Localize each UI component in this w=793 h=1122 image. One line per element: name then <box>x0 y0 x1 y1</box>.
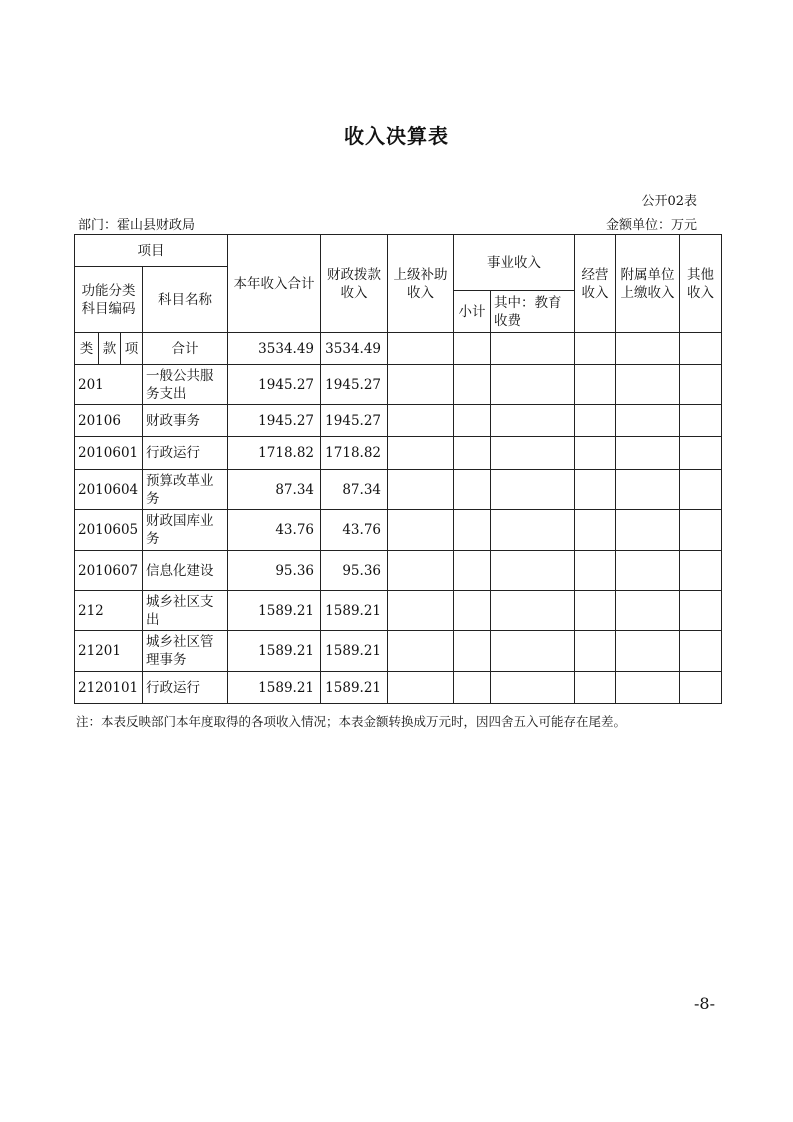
income-table <box>74 234 722 704</box>
header-superior: 上级补助收入 <box>388 235 454 333</box>
row-other <box>680 631 722 672</box>
table-row <box>75 510 722 551</box>
row-affiliated <box>616 437 680 470</box>
summary-affiliated <box>616 333 680 365</box>
row-superior <box>388 470 454 510</box>
row-superior <box>388 591 454 631</box>
row-subtotal <box>454 551 491 591</box>
summary-edu-fee <box>491 333 575 365</box>
header-xiang: 项 <box>121 333 143 365</box>
row-total: 1589.21 <box>228 591 321 631</box>
header-lei: 类 <box>75 333 99 365</box>
row-subtotal <box>454 405 491 437</box>
table-row <box>75 365 722 405</box>
row-edu-fee <box>491 437 575 470</box>
row-other <box>680 551 722 591</box>
row-subtotal <box>454 591 491 631</box>
row-operating <box>575 365 616 405</box>
row-total: 1945.27 <box>228 365 321 405</box>
header-func-code: 功能分类科目编码 <box>75 267 143 333</box>
summary-row <box>75 333 722 365</box>
row-edu-fee <box>491 470 575 510</box>
footnote: 注：本表反映部门本年度取得的各项收入情况；本表金额转换成万元时，因四舍五入可能存在尾差。 <box>76 714 627 729</box>
row-total: 95.36 <box>228 551 321 591</box>
row-other <box>680 591 722 631</box>
row-affiliated <box>616 672 680 704</box>
row-edu-fee <box>491 510 575 551</box>
row-name: 行政运行 <box>143 672 228 704</box>
row-code: 20106 <box>75 405 143 437</box>
row-other <box>680 437 722 470</box>
row-subtotal <box>454 510 491 551</box>
page-title: 收入决算表 <box>344 124 449 148</box>
department-label: 部门：霍山县财政局 <box>78 218 196 233</box>
row-superior <box>388 551 454 591</box>
row-superior <box>388 510 454 551</box>
header-kuan: 款 <box>99 333 121 365</box>
header-edu-fee: 其中：教育收费 <box>491 291 575 333</box>
row-superior <box>388 365 454 405</box>
row-operating <box>575 405 616 437</box>
row-edu-fee <box>491 365 575 405</box>
row-subtotal <box>454 365 491 405</box>
row-fiscal: 1945.27 <box>321 405 388 437</box>
row-affiliated <box>616 631 680 672</box>
row-fiscal: 1589.21 <box>321 672 388 704</box>
header-row-1 <box>75 235 722 267</box>
row-code: 21201 <box>75 631 143 672</box>
row-subtotal <box>454 672 491 704</box>
table-row <box>75 631 722 672</box>
header-business: 事业收入 <box>454 235 575 291</box>
summary-total: 3534.49 <box>228 333 321 365</box>
row-code: 2010605 <box>75 510 143 551</box>
row-other <box>680 672 722 704</box>
summary-superior <box>388 333 454 365</box>
row-operating <box>575 437 616 470</box>
row-name: 财政国库业务 <box>143 510 228 551</box>
row-fiscal: 1718.82 <box>321 437 388 470</box>
row-edu-fee <box>491 591 575 631</box>
row-superior <box>388 672 454 704</box>
row-subtotal <box>454 631 491 672</box>
amount-unit-label: 金额单位：万元 <box>605 218 697 233</box>
row-operating <box>575 470 616 510</box>
row-edu-fee <box>491 551 575 591</box>
table-row <box>75 437 722 470</box>
row-operating <box>575 551 616 591</box>
summary-fiscal: 3534.49 <box>321 333 388 365</box>
row-total: 43.76 <box>228 510 321 551</box>
row-subtotal <box>454 470 491 510</box>
row-affiliated <box>616 405 680 437</box>
row-name: 财政事务 <box>143 405 228 437</box>
header-item: 项目 <box>75 235 228 267</box>
table-row <box>75 551 722 591</box>
page-number: -8- <box>694 994 715 1013</box>
row-code: 2010604 <box>75 470 143 510</box>
row-total: 1945.27 <box>228 405 321 437</box>
header-fiscal: 财政拨款收入 <box>321 235 388 333</box>
table-row <box>75 591 722 631</box>
row-name: 城乡社区管理事务 <box>143 631 228 672</box>
summary-label: 合计 <box>143 333 228 365</box>
row-operating <box>575 510 616 551</box>
row-fiscal: 1945.27 <box>321 365 388 405</box>
row-code: 2120101 <box>75 672 143 704</box>
row-affiliated <box>616 510 680 551</box>
summary-subtotal <box>454 333 491 365</box>
row-name: 预算改革业务 <box>143 470 228 510</box>
form-number: 公开02表 <box>641 194 697 209</box>
row-code: 201 <box>75 365 143 405</box>
row-subtotal <box>454 437 491 470</box>
row-fiscal: 95.36 <box>321 551 388 591</box>
row-total: 1718.82 <box>228 437 321 470</box>
row-name: 信息化建设 <box>143 551 228 591</box>
row-operating <box>575 631 616 672</box>
header-operating: 经营收入 <box>575 235 616 333</box>
header-subject-name: 科目名称 <box>143 267 228 333</box>
header-subtotal: 小计 <box>454 291 491 333</box>
row-superior <box>388 631 454 672</box>
row-affiliated <box>616 470 680 510</box>
header-affiliated: 附属单位上缴收入 <box>616 235 680 333</box>
row-other <box>680 405 722 437</box>
row-fiscal: 1589.21 <box>321 591 388 631</box>
row-name: 城乡社区支出 <box>143 591 228 631</box>
row-affiliated <box>616 551 680 591</box>
row-fiscal: 87.34 <box>321 470 388 510</box>
row-superior <box>388 437 454 470</box>
row-edu-fee <box>491 405 575 437</box>
table-row <box>75 672 722 704</box>
header-total: 本年收入合计 <box>228 235 321 333</box>
table-row <box>75 405 722 437</box>
row-fiscal: 43.76 <box>321 510 388 551</box>
row-name: 行政运行 <box>143 437 228 470</box>
row-name: 一般公共服务支出 <box>143 365 228 405</box>
row-code: 2010601 <box>75 437 143 470</box>
header-other: 其他收入 <box>680 235 722 333</box>
row-other <box>680 510 722 551</box>
row-edu-fee <box>491 672 575 704</box>
row-edu-fee <box>491 631 575 672</box>
row-code: 2010607 <box>75 551 143 591</box>
row-fiscal: 1589.21 <box>321 631 388 672</box>
row-total: 1589.21 <box>228 631 321 672</box>
summary-other <box>680 333 722 365</box>
summary-operating <box>575 333 616 365</box>
row-total: 87.34 <box>228 470 321 510</box>
row-operating <box>575 672 616 704</box>
row-total: 1589.21 <box>228 672 321 704</box>
row-superior <box>388 405 454 437</box>
row-operating <box>575 591 616 631</box>
row-affiliated <box>616 591 680 631</box>
row-affiliated <box>616 365 680 405</box>
row-code: 212 <box>75 591 143 631</box>
table-row <box>75 470 722 510</box>
row-other <box>680 470 722 510</box>
row-other <box>680 365 722 405</box>
